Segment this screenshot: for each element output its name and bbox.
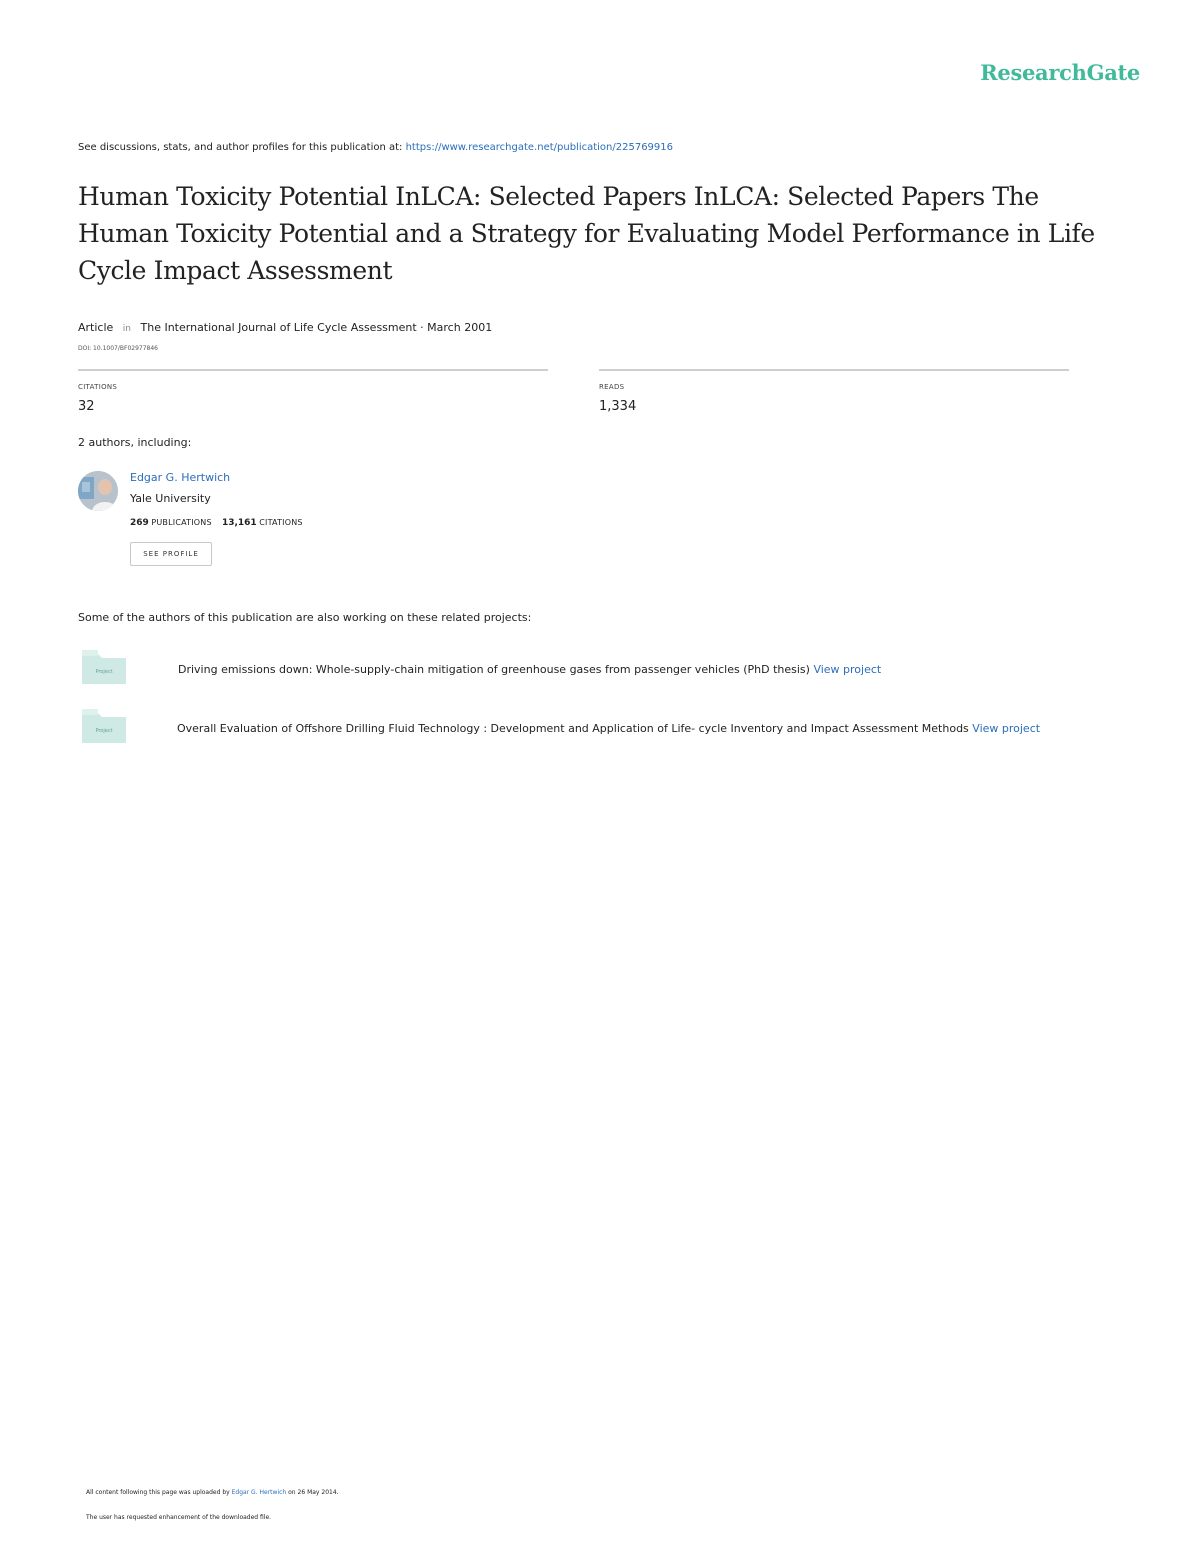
upload-suffix: on 26 May 2014. <box>288 1489 339 1496</box>
see-profile-button[interactable]: SEE PROFILE <box>130 542 212 566</box>
project-title: Overall Evaluation of Offshore Drilling Fluid Technology : Development and Application of Life- cycle Inventory and Impact Assessment Methods <box>177 722 969 735</box>
author-stats <box>130 518 303 528</box>
upload-prefix: All content following this page was uploaded by <box>86 1489 230 1496</box>
publication-url-link[interactable]: https://www.researchgate.net/publication/225769916 <box>405 142 674 153</box>
project-title: Driving emissions down: Whole-supply-chain mitigation of greenhouse gases from passenger vehicles (PhD thesis) <box>178 663 810 676</box>
project-folder-icon <box>82 650 126 684</box>
publication-title: Human Toxicity Potential InLCA: Selected Papers InLCA: Selected Papers The Human Toxicity Potential and a Strategy for Evaluating Model Performance in Life Cycle Impact Assessment <box>78 182 1095 285</box>
publications-label: PUBLICATIONS <box>151 518 212 527</box>
publication-source-line <box>78 142 673 153</box>
author-institution: Yale University <box>130 492 211 505</box>
reads-divider <box>599 369 1069 371</box>
project-item <box>178 663 881 676</box>
article-type: Article <box>78 321 114 334</box>
reads-label: READS <box>599 383 625 391</box>
avatar-photo-icon <box>78 471 118 511</box>
uploader-link[interactable]: Edgar G. Hertwich <box>231 1489 287 1496</box>
author-avatar[interactable] <box>78 471 118 511</box>
doi-text: DOI: 10.1007/BF02977846 <box>78 345 158 352</box>
author-citations-label: CITATIONS <box>259 518 303 527</box>
reads-value: 1,334 <box>599 399 637 414</box>
view-project-link[interactable]: View project <box>972 722 1041 735</box>
enhancement-note: The user has requested enhancement of the downloaded file. <box>86 1514 272 1521</box>
project-icon-label: Project <box>95 669 113 675</box>
authors-including: 2 authors, including: <box>78 436 192 449</box>
in-label: in <box>122 324 132 334</box>
view-project-link[interactable]: View project <box>813 663 882 676</box>
upload-notice <box>86 1489 339 1496</box>
researchgate-logo[interactable]: ResearchGate <box>980 60 1140 85</box>
publication-meta <box>78 321 492 334</box>
citations-divider <box>78 369 548 371</box>
project-item <box>177 722 1040 735</box>
project-icon-label: Project <box>95 728 113 734</box>
journal-info: The International Journal of Life Cycle Assessment · March 2001 <box>140 321 493 334</box>
related-projects-intro: Some of the authors of this publication are also working on these related projects: <box>78 611 532 624</box>
citations-value: 32 <box>78 399 95 414</box>
source-text: See discussions, stats, and author profiles for this publication at: <box>78 142 403 153</box>
citations-label: CITATIONS <box>78 383 118 391</box>
project-folder-icon <box>82 709 126 743</box>
author-citations-count: 13,161 <box>221 518 257 528</box>
author-name-link[interactable]: Edgar G. Hertwich <box>130 471 231 484</box>
publications-count: 269 <box>130 518 149 528</box>
